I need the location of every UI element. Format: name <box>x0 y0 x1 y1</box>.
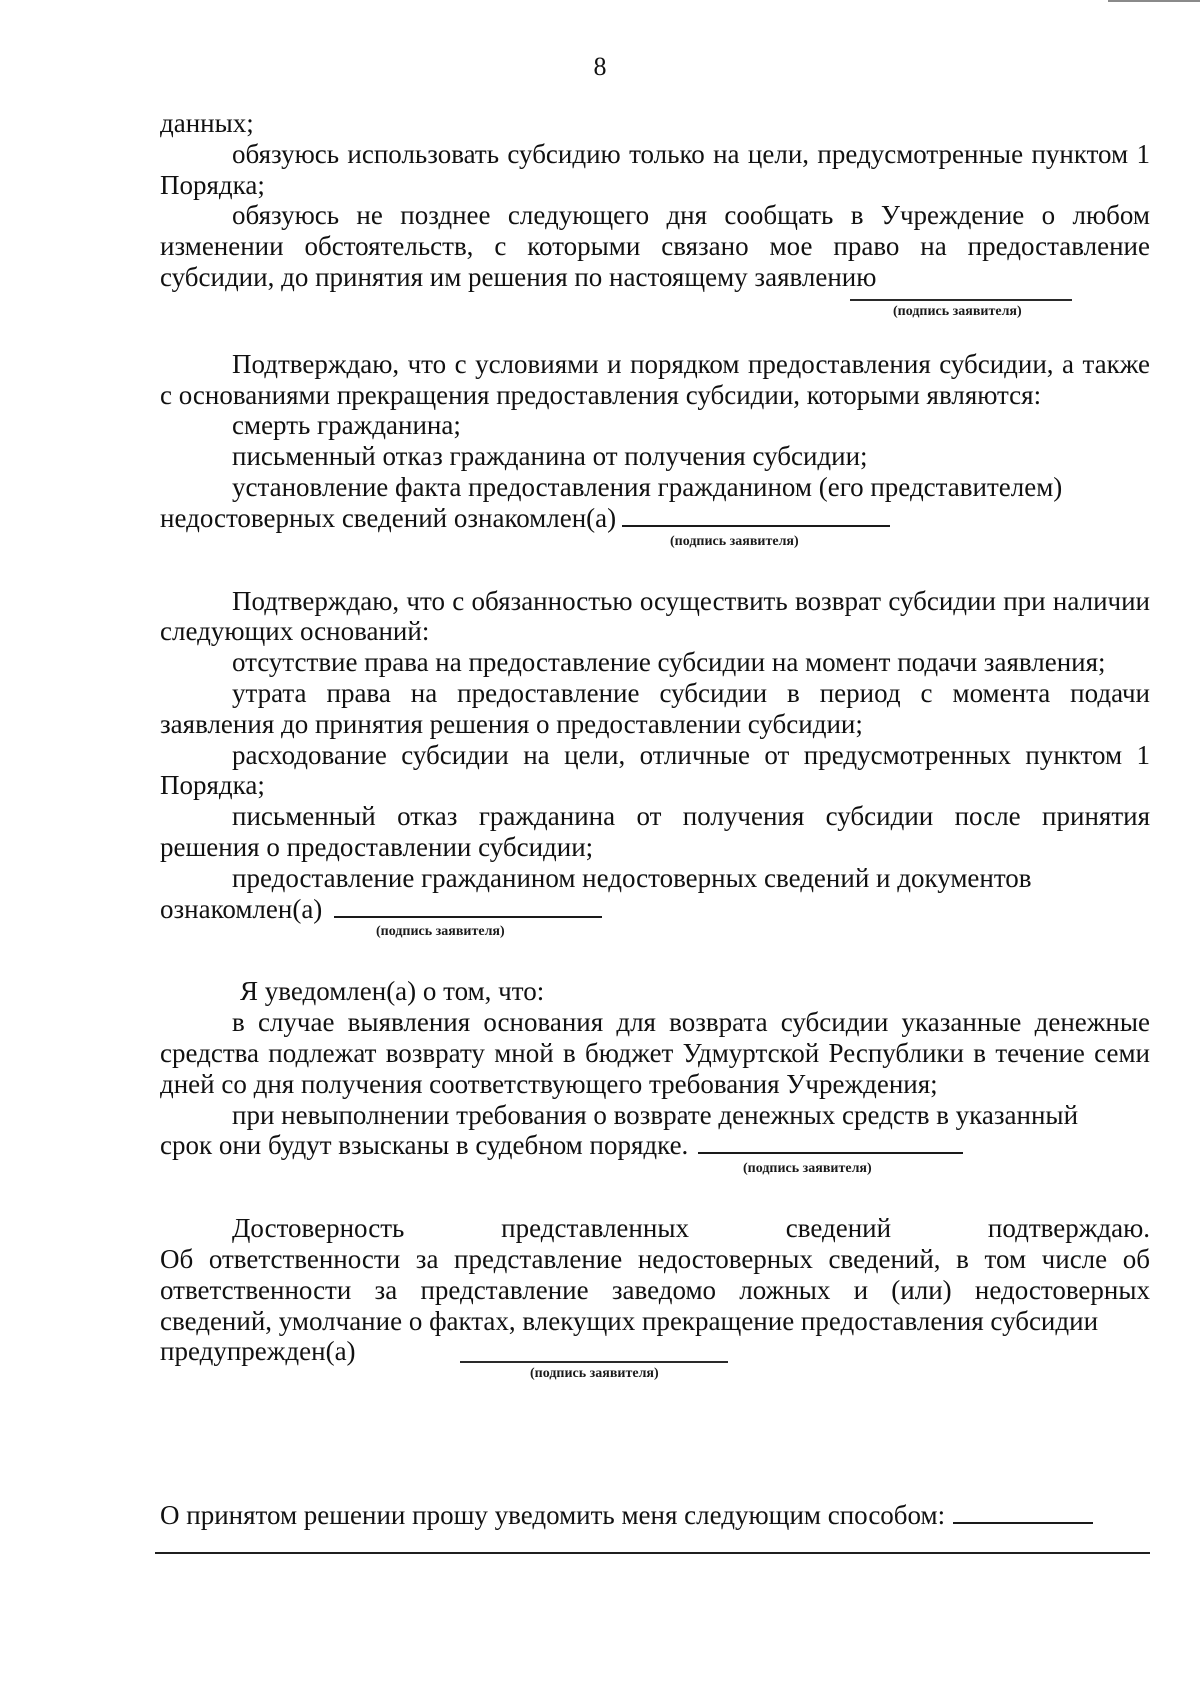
paragraph-reliability: Достоверность представленных сведений подтверждаю. <box>232 1213 1150 1244</box>
paragraph-notified: Я уведомлен(а) о том, что: <box>240 976 545 1007</box>
notification-method-line <box>160 1500 1150 1530</box>
page-number: 8 <box>593 52 607 81</box>
signature-field-5 <box>160 1359 1150 1393</box>
list-item-loss-of-right: утрата права на предоставление субсидии в период с момента подачи заявления до принятия решения о предоставлении субсидии; <box>160 677 1150 739</box>
signature-caption-5: (подпись заявителя) <box>530 1366 659 1382</box>
notification-method-label: О принятом решении прошу уведомить меня следующим способом: <box>160 1500 946 1530</box>
acknowledged-text-2: ознакомлен(а) <box>160 893 323 924</box>
acknowledged-text-1: недостоверных сведений ознакомлен(а) <box>160 502 617 533</box>
list-item-death: смерть гражданина; <box>232 410 461 441</box>
signature-caption-3: (подпись заявителя) <box>376 924 505 940</box>
signature-blank-2[interactable] <box>622 503 890 527</box>
list-item-false-info: установление факта предоставления гражданином (его представителем) <box>232 471 1063 502</box>
signature-blank-4[interactable] <box>698 1130 963 1154</box>
signature-field-1 <box>160 297 1150 331</box>
list-item-no-right: отсутствие права на предоставление субсидии на момент подачи заявления; <box>232 647 1106 678</box>
paragraph-use-subsidy: обязуюсь использовать субсидию только на цели, предусмотренные пунктом 1 Порядка; <box>160 138 1150 200</box>
paragraph-data-continuation: данных; <box>160 108 254 138</box>
paragraph-report-changes: обязуюсь не позднее следующего дня сообщать в Учреждение о любом изменении обстоятельств, с которыми связано мое право на предоставление субсидии, до принятия им решения по настоящему заявлению <box>160 200 1150 292</box>
acknowledged-line-2 <box>160 894 1150 925</box>
notice-item-return: в случае выявления основания для возврата субсидии указанные денежные средства подлежат возврату мной в бюджет Удмуртской Республики в течение семи дней со дня получения соответствующего требования Учреждения; <box>160 1007 1150 1099</box>
list-item-misuse: расходование субсидии на цели, отличные от предусмотренных пунктом 1 Порядка; <box>160 739 1150 801</box>
notification-method-rule[interactable] <box>155 1552 1150 1554</box>
signature-line-1[interactable] <box>850 299 1072 301</box>
document-body <box>160 108 1150 1393</box>
list-item-written-refusal: письменный отказ гражданина от получения субсидии; <box>232 441 868 472</box>
signature-field-3 <box>160 924 1150 958</box>
warned-line: предупрежден(а) <box>160 1336 356 1367</box>
notice-court-text: срок они будут взысканы в судебном порядке. <box>160 1130 689 1161</box>
acknowledged-line-1 <box>160 503 1150 534</box>
paragraph-return-obligation: Подтверждаю, что с обязанностью осуществить возврат субсидии при наличии следующих оснований: <box>160 585 1150 647</box>
paragraph-termination-grounds: Подтверждаю, что с условиями и порядком предоставления субсидии, а также с основаниями прекращения предоставления субсидии, которыми являются: <box>160 348 1150 410</box>
signature-field-4 <box>160 1161 1150 1195</box>
paragraph-responsibility: Об ответственности за представление недостоверных сведений, в том числе об ответственности за представление заведомо ложных и (или) недостоверных сведений, умолчание о фактах, влекущих прекращение предоставления субсидии <box>160 1243 1150 1336</box>
notification-method-blank[interactable] <box>953 1502 1093 1524</box>
signature-caption-4: (подпись заявителя) <box>743 1161 872 1177</box>
signature-line-5[interactable] <box>460 1361 728 1363</box>
scan-corner-mark <box>1108 0 1200 2</box>
notice-item-court-a: при невыполнении требования о возврате денежных средств в указанный <box>232 1099 1079 1130</box>
list-item-false-documents: предоставление гражданином недостоверных сведений и документов <box>232 862 1032 893</box>
signature-caption-2: (подпись заявителя) <box>670 533 799 549</box>
list-item-refusal-after-decision: письменный отказ гражданина от получения субсидии после принятия решения о предоставлении субсидии; <box>160 801 1150 862</box>
signature-blank-3[interactable] <box>334 894 602 918</box>
signature-caption-1: (подпись заявителя) <box>893 303 1022 319</box>
notice-item-court-b <box>160 1130 1150 1161</box>
signature-field-2 <box>160 534 1150 568</box>
